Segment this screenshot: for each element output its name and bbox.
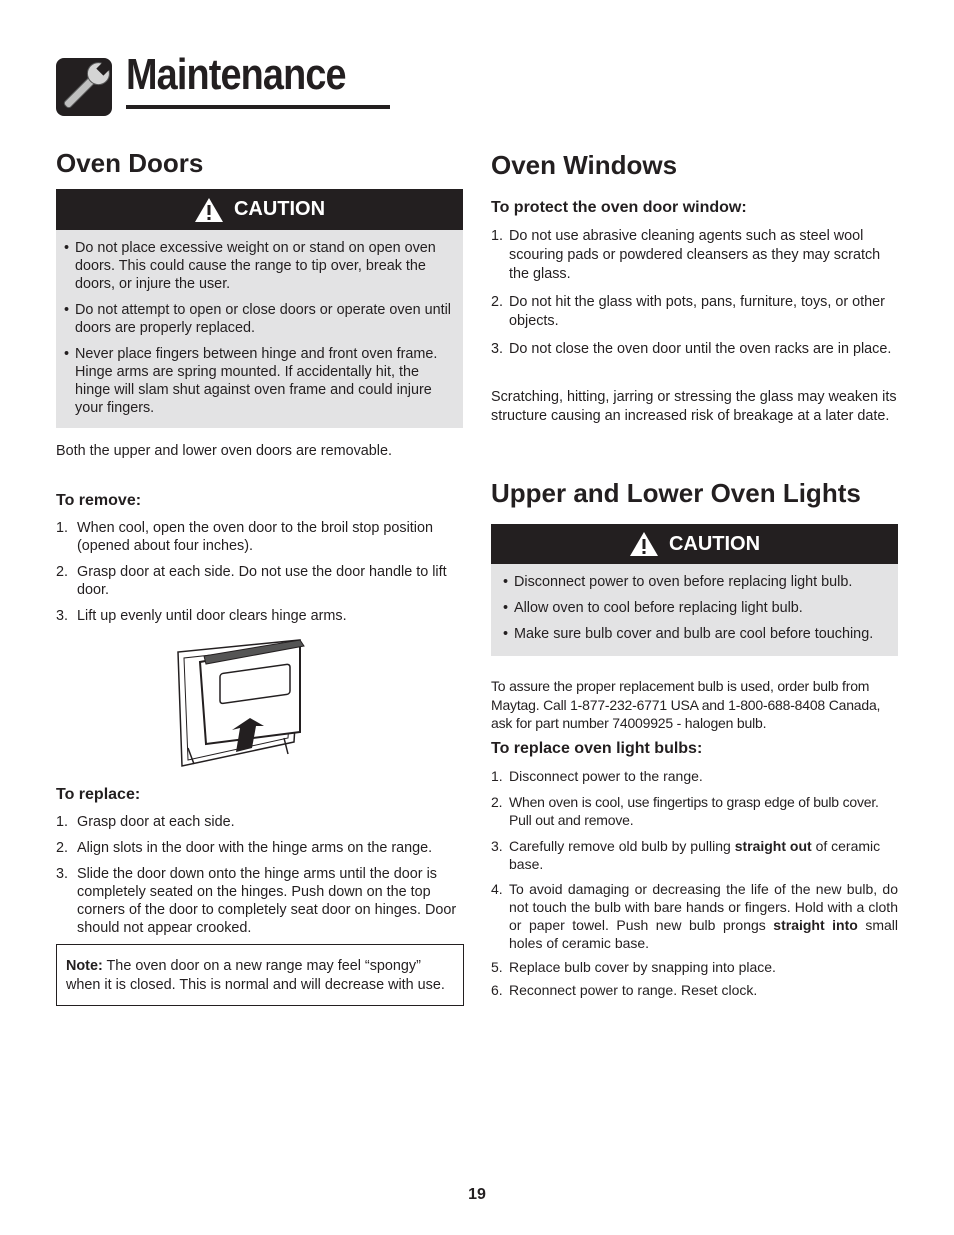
list-item [56,865,464,937]
list-item [491,340,901,359]
step-text: When oven is cool, use fingertips to grasp edge of bulb cover. Pull out and remove. [509,794,879,828]
list-item [491,227,901,284]
caution-item: • Do not place excessive weight on or stand on open oven doors. This could cause the range to tip over, break the doors, or injure the user. [56,239,463,293]
replace-steps [56,813,464,937]
step-number: 2. [491,294,504,310]
list-item [56,607,464,625]
caution-item: • Disconnect power to oven before replacing light bulb. [495,573,898,591]
step-number: 5. [491,959,503,975]
step-number: 2. [491,794,503,810]
note-text: The oven door on a new range may feel “spongy” when it is closed. This is normal and will decrease with use. [66,958,445,993]
step-text: Disconnect power to the range. [509,768,703,784]
caution-item: • Never place fingers between hinge and front oven frame. Hinge arms are spring mounted. If accidentally hit, the hinge will slam shut against oven frame and could injure your fingers. [56,345,463,417]
oven-doors-caution-box [56,189,463,428]
list-item [491,793,898,829]
caution-list [491,564,898,643]
step-text: Carefully remove old bulb by pulling [509,838,735,854]
step-number: 1. [56,520,69,536]
bulb-steps [491,767,898,999]
wrench-icon [56,56,114,118]
step-number: 6. [491,982,503,998]
oven-doors-heading: Oven Doors [56,148,204,178]
step-text: small holes of ceramic base. [509,917,898,951]
step-number: 2. [56,840,69,856]
glass-warning-text: Scratching, hitting, jarring or stressing the glass may weaken its structure causing an increased risk of breakage at a later date. [491,389,897,424]
to-remove-heading: To remove: [56,492,142,509]
step-text: When cool, open the oven door to the broil stop position (opened about four inches). [77,520,433,554]
oven-lights-caution-box [491,524,898,656]
list-item [491,958,898,976]
step-number: 2. [56,564,69,580]
doors-removable-text: Both the upper and lower oven doors are removable. [56,443,392,459]
note-label: Note: [66,958,103,974]
list-item [56,519,464,555]
oven-windows-heading: Oven Windows [491,150,678,180]
step-text: To avoid damaging or decreasing the life of the new bulb, do not touch the bulb with bare hands or fingers. Hold with a cloth or paper towel. Push new bulb prongs [509,881,898,933]
caution-label: CAUTION [233,198,326,220]
step-number: 3. [491,838,503,854]
step-number: 3. [491,341,504,357]
step-number: 4. [491,881,503,897]
caution-list [56,230,463,417]
bulb-order-text: To assure the proper replacement bulb is used, order bulb from Maytag. Call 1-877-232-6771 USA and 1-800-688-8408 Canada, ask for part number 74009925 - halogen bulb. [491,678,881,731]
list-item [491,981,898,999]
caution-item: • Allow oven to cool before replacing light bulb. [495,599,898,617]
protect-window-heading: To protect the oven door window: [491,199,747,216]
window-steps [491,227,901,359]
caution-label: CAUTION [668,532,761,555]
caution-item: • Do not attempt to open or close doors or operate oven until doors are properly replaced. [56,301,463,337]
step-text: Replace bulb cover by snapping into place. [509,959,776,975]
step-text: Do not hit the glass with pots, pans, furniture, toys, or other objects. [509,294,885,329]
caution-banner [491,524,898,564]
list-item [56,839,464,857]
list-item [56,563,464,599]
step-number: 3. [56,608,69,624]
step-text: Grasp door at each side. [77,814,235,830]
list-item [491,293,901,331]
warning-triangle-icon [629,531,659,557]
step-emphasis: straight into [773,917,858,933]
remove-steps [56,519,464,625]
list-item [491,837,898,873]
to-replace-heading: To replace: [56,786,141,803]
title-underline [126,105,390,109]
step-text: of ceramic base. [509,838,881,872]
caution-item: • Make sure bulb cover and bulb are cool before touching. [495,625,898,643]
warning-triangle-icon [194,197,224,223]
list-item [491,767,898,785]
step-text: Reconnect power to range. Reset clock. [509,982,758,998]
list-item [491,880,898,952]
caution-banner [56,189,463,230]
step-text: Lift up evenly until door clears hinge arms. [77,608,347,624]
page-title: Maintenance [126,50,346,99]
step-text: Slide the door down onto the hinge arms until the door is completely seated on the hinges. Push down on the top corners of the door to completely seat door on hinges. Door should not appear crooked. [77,866,457,936]
door-removal-illustration [176,638,324,768]
step-number: 1. [491,768,503,784]
replace-bulbs-heading: To replace oven light bulbs: [491,740,703,757]
step-text: Do not use abrasive cleaning agents such as steel wool scouring pads or powdered cleansers as they may scratch the glass. [509,228,881,282]
page-number: 19 [468,1186,486,1203]
step-number: 1. [491,228,504,244]
page-header [56,52,356,122]
step-emphasis: straight out [734,838,812,854]
note-box [56,944,464,1006]
step-text: Align slots in the door with the hinge arms on the range. [77,840,433,856]
oven-lights-heading: Upper and Lower Oven Lights [491,478,861,508]
step-text: Do not close the oven door until the oven racks are in place. [509,341,892,357]
step-number: 3. [56,866,69,882]
step-text: Grasp door at each side. Do not use the door handle to lift door. [77,564,447,598]
list-item [56,813,464,831]
step-number: 1. [56,814,69,830]
